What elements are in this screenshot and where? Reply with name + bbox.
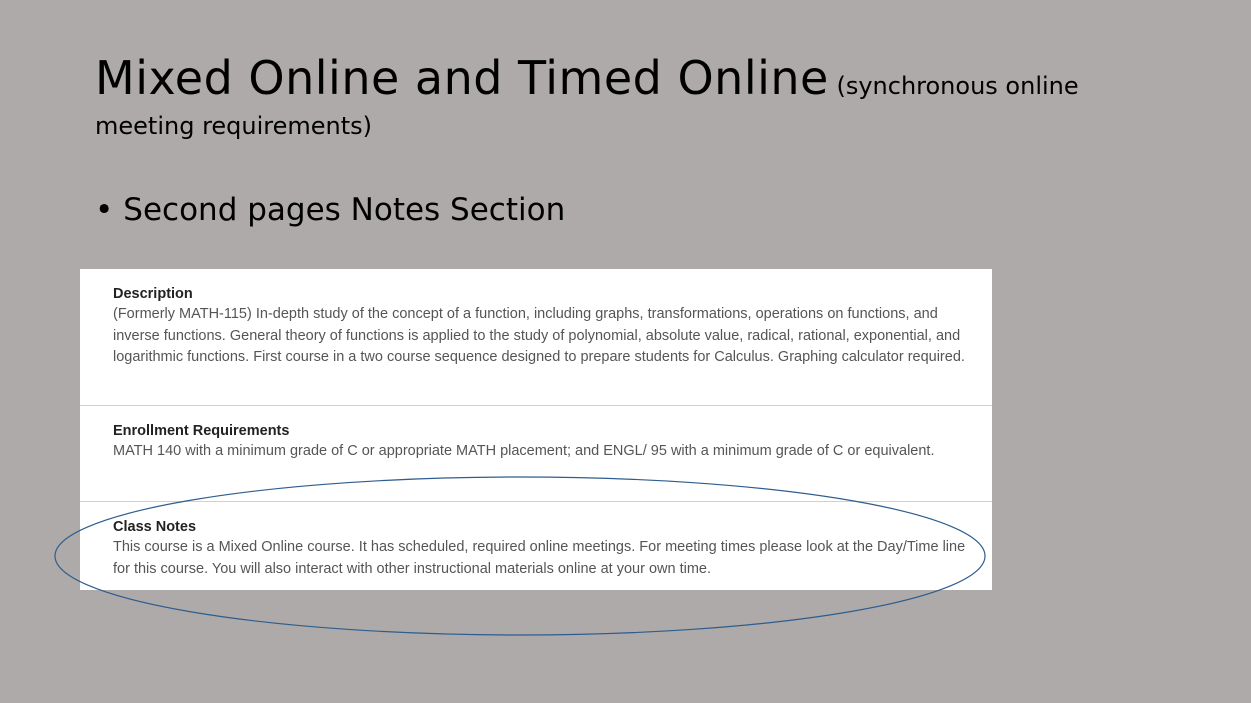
class-notes-heading: Class Notes xyxy=(113,519,197,535)
enrollment-requirements-heading: Enrollment Requirements xyxy=(113,423,290,439)
slide-title xyxy=(95,51,1155,146)
slide-title-main: Mixed Online and Timed Online xyxy=(95,51,829,105)
class-notes-text: This course is a Mixed Online course. It has scheduled, required online meetings. For meeting times please look at the Day/Time line for this course. You will also interact with other instructional materials online at your own time. xyxy=(113,539,966,577)
slide-title-subtitle: (synchronous online meeting requirements) xyxy=(95,72,1079,140)
bullet-dot: • xyxy=(95,192,114,228)
description-heading: Description xyxy=(113,286,193,302)
bullet-point xyxy=(95,190,565,230)
course-details-screenshot xyxy=(80,269,992,590)
class-notes-section xyxy=(80,502,992,590)
description-text: (Formerly MATH-115) In-depth study of the concept of a function, including graphs, transformations, operations on functions, and inverse functions. General theory of functions is applied to the study of polynomial, absolute value, radical, rational, exponential, and logarithmic functions. First course in a two course sequence designed to prepare students for Calculus. Graphing calculator required. xyxy=(113,306,965,365)
bullet-text: Second pages Notes Section xyxy=(123,192,566,228)
enrollment-requirements-text: MATH 140 with a minimum grade of C or appropriate MATH placement; and ENGL/ 95 with a minimum grade of C or equivalent. xyxy=(113,443,935,459)
enrollment-requirements-section xyxy=(80,406,992,502)
description-section xyxy=(80,269,992,406)
